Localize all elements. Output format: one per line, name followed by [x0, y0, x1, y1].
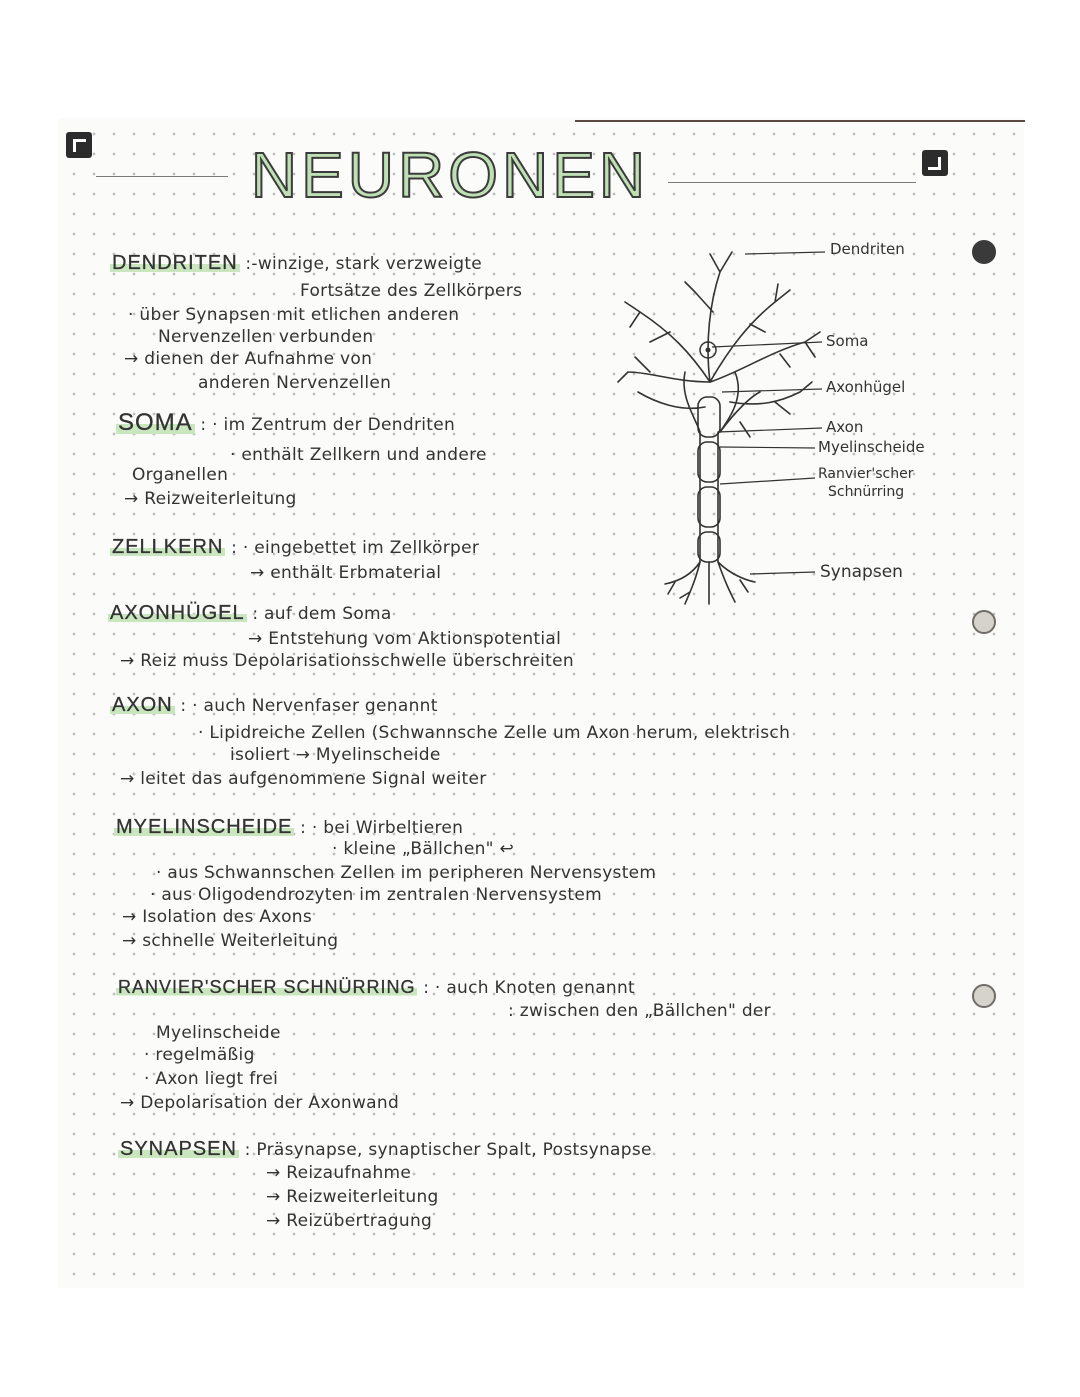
section-soma [116, 409, 456, 436]
neuron-diagram [600, 232, 1020, 612]
note-line: : · bei Wirbeltieren [300, 818, 464, 838]
note-line: Organellen [132, 465, 229, 485]
note-line: :-winzige, stark verzweigte [245, 254, 483, 274]
section-heading: SYNAPSEN [120, 1138, 237, 1160]
label-axon: Axon [826, 418, 864, 436]
note-line: Nervenzellen verbunden [158, 327, 374, 347]
section-heading: ZELLKERN [112, 536, 224, 558]
note-line: : zwischen den „Bällchen" der [508, 1001, 771, 1021]
section-axon [110, 694, 438, 717]
section-heading: DENDRITEN [112, 252, 238, 274]
note-line: · Axon liegt frei [144, 1069, 279, 1089]
note-line: → Reizweiterleitung [124, 489, 297, 509]
note-line: → dienen der Aufnahme von [124, 349, 373, 369]
note-line: Fortsätze des Zellkörpers [300, 281, 523, 301]
page-title: NEURONEN [250, 139, 650, 211]
note-line: · aus Oligodendrozyten im zentralen Nervensystem [150, 885, 602, 905]
corner-marker-top-right-icon [922, 150, 948, 176]
label-soma: Soma [826, 332, 869, 350]
label-synapsen: Synapsen [820, 562, 903, 582]
neuron-drawing [600, 232, 1020, 612]
page-top-edge [575, 120, 1025, 122]
note-line: · Lipidreiche Zellen (Schwannsche Zelle um Axon herum, elektrisch [198, 723, 791, 743]
label-ranvier-2: Schnürring [828, 484, 905, 500]
note-line: Myelinscheide [156, 1023, 281, 1043]
label-ranvier: Ranvier'scher [818, 466, 914, 482]
note-line: → Reizübertragung [266, 1211, 433, 1231]
note-line: · kleine „Bällchen" ↩ [332, 839, 515, 859]
note-line: → Entstehung vom Aktionspotential [248, 629, 562, 649]
note-line: → Reiz muss Depolarisationsschwelle überschreiten [120, 651, 574, 671]
note-line: · aus Schwannschen Zellen im peripheren Nervensystem [156, 863, 657, 883]
section-myelinscheide [114, 816, 463, 839]
section-zellkern [110, 536, 479, 559]
note-line: : · im Zentrum der Dendriten [200, 415, 456, 435]
section-heading: SOMA [118, 409, 193, 436]
note-line: → leitet das aufgenommene Signal weiter [120, 769, 487, 789]
note-line: · über Synapsen mit etlichen anderen [128, 305, 460, 325]
binder-hole-icon [972, 610, 996, 634]
note-line: → Isolation des Axons [122, 907, 313, 927]
note-line: : · auch Knoten genannt [423, 978, 636, 998]
label-axonhuegel: Axonhügel [826, 378, 906, 396]
note-line: : auf dem Soma [252, 604, 392, 624]
note-line: → Reizweiterleitung [266, 1187, 439, 1207]
note-line: : · eingebettet im Zellkörper [231, 538, 480, 558]
section-heading: MYELINSCHEIDE [116, 816, 293, 838]
note-line: → Depolarisation der Axonwand [120, 1093, 400, 1113]
binder-hole-icon [972, 984, 996, 1008]
section-ranvier [116, 976, 635, 999]
note-line: · enthält Zellkern und andere [230, 445, 487, 465]
section-axonhuegel [108, 602, 392, 625]
title-rule-left [96, 176, 228, 177]
note-line: anderen Nervenzellen [198, 373, 392, 393]
note-line: : · auch Nervenfaser genannt [180, 696, 438, 716]
section-synapsen [118, 1138, 652, 1161]
title-rule-right [668, 182, 916, 183]
note-line: · regelmäßig [144, 1045, 255, 1065]
section-heading: RANVIER'SCHER SCHNÜRRING [118, 977, 416, 997]
note-line: : Präsynapse, synaptischer Spalt, Postsynapse [244, 1140, 652, 1160]
section-dendriten [110, 252, 482, 275]
note-line: → schnelle Weiterleitung [122, 931, 339, 951]
label-dendriten: Dendriten [830, 240, 905, 258]
label-myelinscheide: Myelinscheide [818, 438, 925, 456]
section-heading: AXON [112, 694, 173, 716]
note-line: → Reizaufnahme [266, 1163, 412, 1183]
section-heading: AXONHÜGEL [110, 602, 245, 624]
corner-marker-top-left-icon [66, 132, 92, 158]
note-line: → enthält Erbmaterial [250, 563, 442, 583]
note-line: isoliert → Myelinscheide [230, 745, 441, 765]
